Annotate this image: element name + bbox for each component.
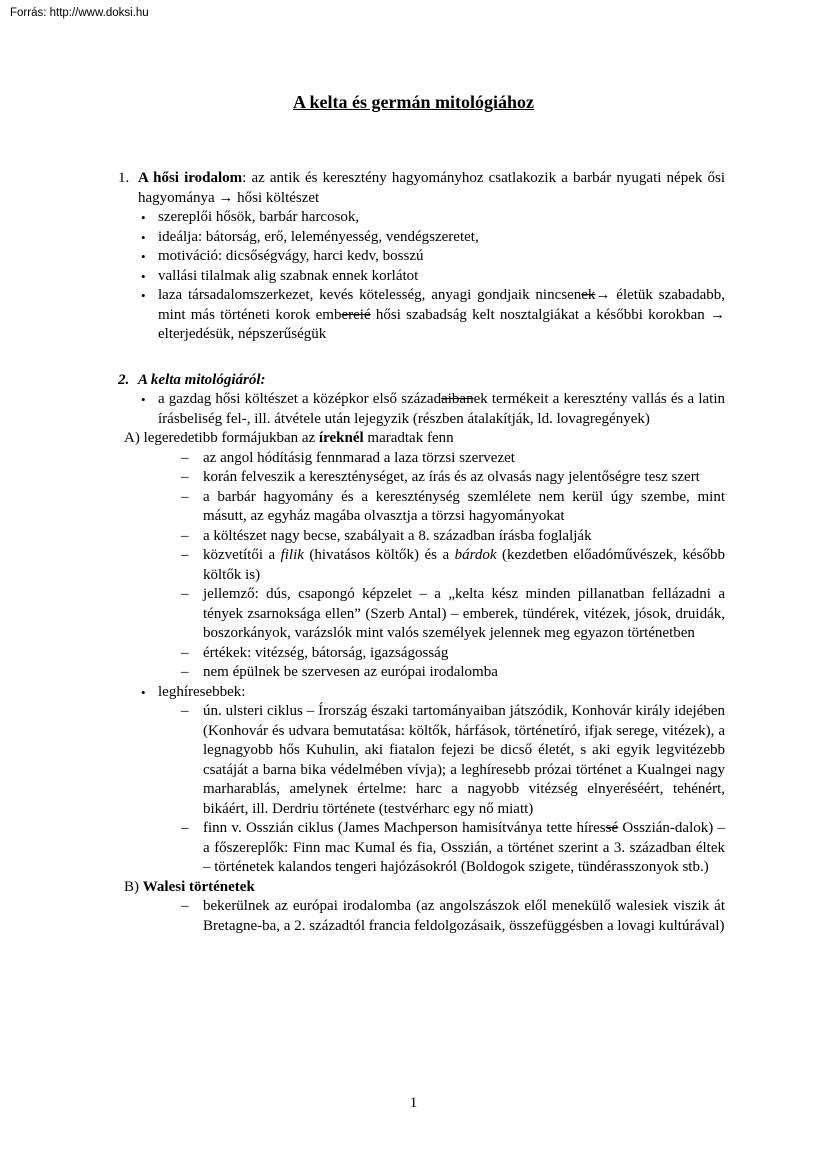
text-run: szereplői hősök, barbár harcosok, <box>158 209 360 225</box>
text-run: laza társadalomszerkezet, kevés kötelesség, anyagi gondjaik nincsen <box>158 287 582 303</box>
text-run: filik <box>280 547 304 563</box>
text-line <box>0 228 827 248</box>
text-run: : az antik és keresztény hagyományhoz csatlakozik a barbár nyugati népek ősi hagyománya → hősi költészet <box>138 170 725 206</box>
text-line <box>0 878 827 898</box>
dash-marker: – <box>181 664 189 680</box>
page-number: 1 <box>409 1095 418 1111</box>
text-line <box>0 527 827 547</box>
text-run: bekerülnek az európai irodalomba (az angolszászok elől menekülő walesiek viszik át Bretagne-ba, a 2. századtól francia feldolgozásaik, összefüggésben a lovagi kultúrával) <box>203 898 725 934</box>
text-line <box>0 449 827 469</box>
dash-marker: – <box>181 644 189 661</box>
text-line <box>0 488 827 527</box>
text-line <box>0 546 827 585</box>
text-line <box>0 702 827 819</box>
dash-marker: – <box>181 488 189 505</box>
text-run: Walesi történetek <box>142 878 255 895</box>
text-line <box>0 663 827 683</box>
text-run: a költészet nagy becse, szabályait a 8. században írásba foglalják <box>203 527 592 544</box>
text-run: A) legeredetibb formájukban az <box>124 430 319 446</box>
page-title-wrap <box>0 92 827 113</box>
text-line <box>0 208 827 228</box>
text-run: ek termékeit a keresztény vallás és a latin írásbeliség fel-, ill. átvétele után lejegyzik (részben átalakítják, ld. lovagregények) <box>158 391 725 427</box>
text-run: B) <box>124 878 143 895</box>
dash-marker: – <box>181 449 189 466</box>
dash-marker: – <box>181 898 189 914</box>
text-run: leghíresebbek: <box>158 683 246 700</box>
bullet-marker: • <box>141 288 146 303</box>
text-run: nem épülnek be szervesen az európai irodalomba <box>203 664 498 680</box>
text-run: az angol hódításig fennmarad a laza törzsi szervezet <box>203 449 515 466</box>
bullet-marker: • <box>141 229 146 245</box>
source-header: Forrás: http://www.doksi.hu <box>10 7 149 19</box>
text-line <box>0 247 827 267</box>
text-run: a gazdag hősi költészet a középkor első század <box>158 391 442 407</box>
dash-marker: – <box>181 703 189 719</box>
text-run: Osszián-dalok) – a főszereplők: Finn mac Kumal és fia, Osszián, a történet szerint a 3. században éltek – történetek kalandos tengeri hajózásokról (Boldogok szigete, tündérasszonyok stb.) <box>203 820 725 875</box>
dash-marker: – <box>181 820 189 836</box>
dash-marker: – <box>181 469 189 485</box>
dash-marker: – <box>181 547 189 563</box>
text-line <box>0 585 827 644</box>
text-run: A hősi irodalom <box>138 170 243 186</box>
text-run: finn v. Osszián ciklus (James Machperson hamisítványa tette híres <box>203 820 606 836</box>
text-run: hősi szabadság kelt nosztalgiákat a későbbi korokban → elterjedésük, népszerűségük <box>158 306 726 342</box>
text-run: bárdok <box>454 547 497 563</box>
dash-marker: – <box>181 586 189 602</box>
text-run: közvetítői a <box>203 547 281 563</box>
text-run: → életük szabadabb, mint más történeti korok emb <box>158 287 726 323</box>
page-title: A kelta és germán mitológiához <box>293 92 534 112</box>
text-run: jellemző: dús, csapongó képzelet – a „kelta kész minden pillanatban fellázadni a tények zsarnoksága ellen” (Szerb Antal) – emberek, tündérek, vitézek, jósok, druidák, boszorkányok, varázslók mint valós személyek jelennek meg egyazon történetben <box>203 586 725 641</box>
text-run: a barbár hagyomány és a kereszténység szemlélete nem kerül úgy szembe, mint másutt, az egyház magába olvasztja a törzsi hagyományokat <box>203 488 725 524</box>
text-run: A kelta mitológiáról: <box>138 371 266 388</box>
bullet-marker: • <box>141 268 146 284</box>
text-run: ek <box>581 287 596 303</box>
text-run: sé <box>605 820 619 836</box>
text-run: maradtak fenn <box>363 430 454 446</box>
text-run: ideálja: bátorság, erő, leleményesség, vendégszeretet, <box>158 228 479 245</box>
text-line <box>0 897 827 936</box>
text-line <box>0 429 827 449</box>
text-line <box>0 286 827 345</box>
blank-line <box>0 345 827 371</box>
text-run: korán felveszik a kereszténységet, az írás és az olvasás nagy jelentőségre tesz szert <box>203 469 700 485</box>
text-run: értékek: vitézség, bátorság, igazságosság <box>203 644 449 661</box>
text-run: ún. ulsteri ciklus – Írország északi tartományaiban játszódik, Konhovár király idejében (Konhovár és udvara bemutatása: költők, hárfások, történetíró, ifjak serege, vitézek), a legnagyobb hős Kuhulin, aki fiatalon fejezi be dicső életét, s aki egyik legvitézebb csatáját a barna bika védelmében vívja); a leghíresebb prózai történet a Kualngei nagy marharablás, amelynek értelme: harc a nagyobb vitézség elnyeréséért, tehénért, bikáért, ill. Derdriu története (testvérharc egy nő miatt) <box>203 703 725 817</box>
text-run: (hivatásos költők) és a <box>303 547 455 563</box>
text-line <box>0 819 827 878</box>
text-run: aiban <box>441 391 474 407</box>
text-run: (kezdetben előadóművészek, később költők is) <box>203 547 725 583</box>
text-line <box>0 644 827 664</box>
text-run: íreknél <box>318 430 364 446</box>
bullet-marker: • <box>141 249 146 264</box>
text-line <box>0 468 827 488</box>
bullet-marker: • <box>141 684 146 700</box>
text-line <box>0 390 827 429</box>
text-line <box>0 683 827 703</box>
list-number-marker: 1. <box>118 170 130 186</box>
list-number-marker: 2. <box>118 371 130 388</box>
bullet-marker: • <box>141 392 146 407</box>
text-run: ereié <box>341 306 371 323</box>
text-line <box>0 267 827 287</box>
text-run: motiváció: dicsőségvágy, harci kedv, bosszú <box>158 248 424 264</box>
dash-marker: – <box>181 527 189 544</box>
text-line <box>0 371 827 391</box>
bullet-marker: • <box>141 210 146 225</box>
text-run: vallási tilalmak alig szabnak ennek korlátot <box>158 267 419 284</box>
document-body <box>0 169 827 936</box>
text-line <box>0 169 827 208</box>
